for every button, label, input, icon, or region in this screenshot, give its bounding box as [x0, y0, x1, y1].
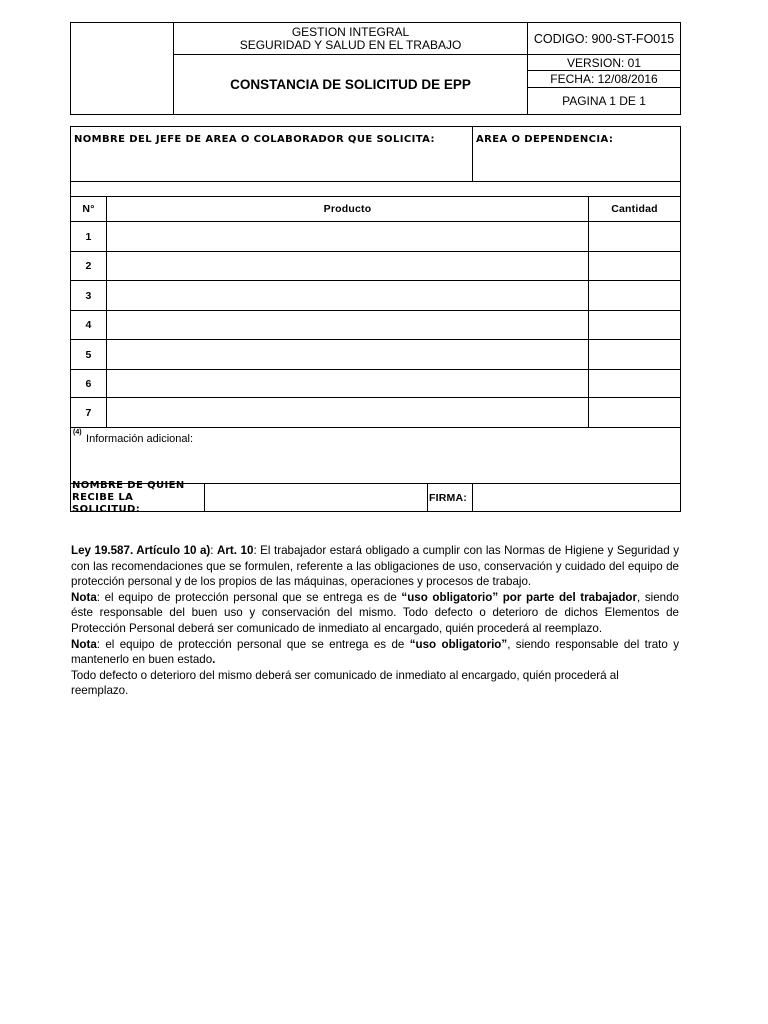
row-number: 2	[85, 260, 92, 272]
firma-input[interactable]	[472, 483, 681, 512]
row-number: 3	[85, 289, 92, 302]
nota-label: Nota	[71, 637, 97, 651]
cantidad-input-cell[interactable]	[588, 280, 681, 311]
col-num-header	[70, 196, 107, 222]
nota-1-emphasis: “uso obligatorio” por parte del trabajador	[401, 590, 638, 604]
logo-cell	[70, 22, 174, 115]
ley-separator: :	[210, 544, 218, 557]
row-number: 6	[85, 377, 92, 390]
row-number-cell	[70, 251, 107, 281]
receptor-label-line-1: NOMBRE DE QUIEN	[72, 479, 185, 491]
info-adicional-label: Información adicional:	[86, 433, 194, 445]
cantidad-input-cell[interactable]	[588, 339, 681, 370]
cantidad-input-cell[interactable]	[588, 251, 681, 281]
info-adicional-marker-icon: (4)	[73, 429, 82, 436]
article-reference: Art. 10	[217, 544, 254, 557]
solicitante-label: NOMBRE DEL JEFE DE AREA O COLABORADOR QUE SOLICITA:	[74, 134, 435, 145]
solicitante-cell	[70, 126, 473, 182]
nota-1-text-a: : el equipo de protección personal que se entrega es de	[96, 590, 402, 604]
nota-2-period: .	[212, 653, 216, 667]
row-number-cell	[70, 397, 107, 428]
producto-input-cell[interactable]	[106, 369, 589, 398]
nota-1-text-b: , siendo éste responsable del buen uso y conservación del mismo. Todo defecto o deterioro de dichos Elementos de Protección Personal deberá ser comunicado de inmediato al encargado, quién procederá al reemplazo.	[71, 590, 680, 635]
producto-input-cell[interactable]	[106, 280, 589, 311]
nota-paragraph-1	[71, 590, 679, 637]
area-label: AREA O DEPENDENCIA:	[476, 134, 614, 145]
cantidad-input-cell[interactable]	[588, 221, 681, 252]
row-number-cell	[70, 310, 107, 340]
nota-paragraph-2	[71, 637, 679, 668]
pagina-value: PAGINA 1 DE 1	[562, 94, 646, 108]
header-organization-cell	[173, 22, 528, 55]
row-number-cell	[70, 280, 107, 311]
nota-2-text-a: : el equipo de protección personal que se entrega es de	[96, 637, 410, 651]
col-producto-label: Producto	[323, 203, 372, 215]
producto-input-cell[interactable]	[106, 397, 589, 428]
col-num-label: N°	[82, 203, 95, 215]
row-number: 5	[85, 348, 92, 361]
col-producto-header	[106, 196, 589, 222]
nota-label: Nota	[71, 590, 97, 604]
producto-input-cell[interactable]	[106, 251, 589, 281]
producto-input-cell[interactable]	[106, 221, 589, 252]
row-number: 7	[85, 406, 92, 419]
receptor-label-cell	[70, 479, 205, 515]
legal-text-block	[71, 543, 679, 699]
nota-2-emphasis: “uso obligatorio”	[409, 637, 508, 651]
reemplazo-paragraph: Todo defecto o deterioro del mismo deberá ser comunicado de inmediato al encargado, quién procederá al reemplazo.	[71, 668, 619, 698]
producto-input-cell[interactable]	[106, 310, 589, 340]
col-cantidad-header	[588, 196, 681, 222]
producto-input-cell[interactable]	[106, 339, 589, 370]
col-cantidad-label: Cantidad	[611, 203, 658, 215]
row-number-cell	[70, 221, 107, 252]
codigo-cell	[527, 22, 681, 55]
firma-label-cell	[427, 483, 473, 512]
header-line-1: GESTION INTEGRAL	[291, 24, 410, 39]
document-title: CONSTANCIA DE SOLICITUD DE EPP	[230, 77, 471, 92]
ley-paragraph	[71, 543, 679, 590]
info-adicional-cell[interactable]	[70, 427, 681, 484]
area-cell	[472, 126, 681, 182]
row-number: 4	[85, 319, 92, 331]
row-number: 1	[85, 230, 92, 243]
version-value: VERSION: 01	[566, 55, 642, 70]
fecha-value: FECHA: 12/08/2016	[550, 72, 658, 86]
fecha-cell	[527, 70, 681, 88]
row-number-cell	[70, 339, 107, 370]
version-cell	[527, 54, 681, 71]
cantidad-input-cell[interactable]	[588, 369, 681, 398]
cantidad-input-cell[interactable]	[588, 310, 681, 340]
nota-2-text-b: , siendo responsable del trato y mantenerlo en buen estado	[71, 637, 680, 667]
document-title-cell	[173, 54, 528, 115]
ley-reference: Ley 19.587. Artículo 10 a)	[71, 544, 211, 557]
cantidad-input-cell[interactable]	[588, 397, 681, 428]
codigo-value: CODIGO: 900-ST-FO015	[533, 31, 675, 46]
ley-body: : El trabajador estará obligado a cumplir con las Normas de Higiene y Seguridad y con las recomendaciones que se formulen, referente a las obligaciones de uso, conservación y cuidado del equipo de protección personal y de los propios de las máquinas, operaciones y procesos de trabajo.	[71, 544, 680, 589]
pagina-cell	[527, 87, 681, 115]
firma-label: FIRMA:	[429, 491, 467, 504]
receptor-label-line-2: RECIBE LA SOLICITUD:	[72, 491, 141, 515]
header-line-2: SEGURIDAD Y SALUD EN EL TRABAJO	[239, 37, 462, 52]
receptor-name-input[interactable]	[204, 483, 428, 512]
spacer-row	[70, 181, 681, 196]
row-number-cell	[70, 369, 107, 398]
